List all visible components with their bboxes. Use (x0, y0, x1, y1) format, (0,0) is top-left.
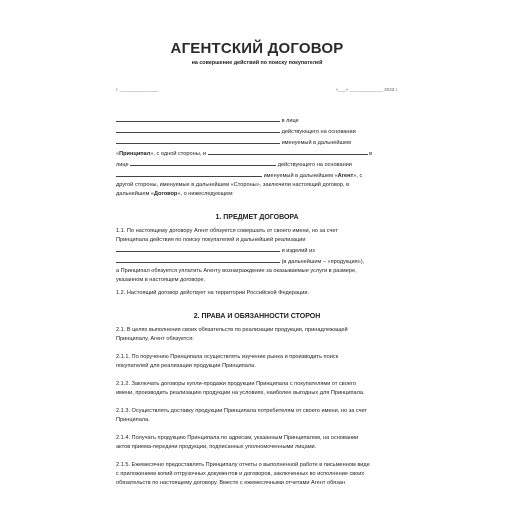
clause-2-1-4 (116, 434, 398, 452)
clause-line: 2.1.3. Осуществлять доставку продукции Принципала потребителям от своего имени, но за счет (116, 408, 367, 414)
blank-field (116, 126, 280, 133)
blank-field (116, 245, 280, 252)
place-date-row (116, 87, 398, 93)
clause-text: (в дальнейшем – «продукция»), (281, 259, 365, 265)
preamble-text: », о нижеследующем: (177, 191, 234, 197)
preamble-text: дальнейшем « (116, 191, 154, 197)
preamble-line (116, 159, 398, 170)
blank-field (116, 137, 280, 144)
preamble-text: », с (353, 173, 363, 179)
section-2-heading: 2. ПРАВА И ОБЯЗАННОСТИ СТОРОН (193, 313, 321, 320)
clause-1-1 (116, 227, 398, 285)
preamble-text: « (116, 151, 120, 157)
clause-2-1-2 (116, 380, 398, 398)
clause-line: 2.1. В целях выполнения своих обязательств по реализации продукции, принадлежащей (116, 327, 348, 333)
section-1-heading: 1. ПРЕДМЕТ ДОГОВОРА (215, 214, 299, 221)
clause-line: актов приема-передачи продукции, подписанных уполномоченными лицами. (116, 444, 317, 450)
preamble-line (116, 190, 398, 199)
document-subtitle: на совершение действий по поиску покупателей (191, 60, 323, 66)
clause-2-1-1 (116, 353, 398, 371)
clause-line: Принципала. (116, 417, 150, 423)
clause-line: Принципала действия по поиску покупателей и дальнейшей реализации (116, 237, 306, 243)
preamble-text: действующего на основании (281, 129, 356, 135)
clause-line (116, 245, 398, 256)
clause-line: с приложением копий отгрузочных документов и договоров, заключенных во исполнение своих (116, 471, 365, 477)
preamble-line (116, 137, 398, 148)
clause-line: имени, производить реализацию продукции на условиях, наиболее выгодных для Принципала. (116, 390, 365, 396)
party-agent: Агент (337, 173, 354, 179)
preamble-line (116, 170, 398, 181)
place-field: г. _______________ (116, 87, 158, 92)
preamble-line (116, 126, 398, 137)
preamble-line (116, 148, 398, 159)
preamble-text: действующего на основании (277, 162, 352, 168)
party-principal: Принципал (119, 151, 151, 157)
clause-line: 2.1.4. Получать продукцию Принципала по адресам, указанным Принципалом, на основании (116, 435, 359, 441)
preamble (116, 115, 398, 199)
contract-term: Договор (154, 191, 178, 197)
clause-line: 2.1.2. Заключать договоры купли-продажи продукции Принципала с покупателями от своего (116, 381, 356, 387)
clause-1-2: 1.2. Настоящий договор действует на территории Российской Федерации. (116, 290, 310, 296)
preamble-text: именуемый в дальнейшем (281, 140, 351, 146)
clause-text: и изделий из (281, 248, 315, 254)
clause-line: 2.1.1. По поручению Принципала осуществлять изучение рынка и производить поиск (116, 354, 339, 360)
blank-field (116, 170, 262, 177)
blank-field (116, 256, 280, 263)
clause-line: 1.1. По настоящему договору Агент обязуется совершать от своего имени, но за счет (116, 228, 338, 234)
clause-2-1-3 (116, 407, 398, 425)
blank-field (116, 115, 280, 122)
preamble-text: », с одной стороны, и (150, 151, 206, 157)
document-title: АГЕНТСКИЙ ДОГОВОР (170, 40, 344, 57)
preamble-line: другой стороны, именуемые в дальнейшем «Стороны», заключили настоящий договор, в (116, 182, 350, 188)
preamble-text: именуемый в дальнейшем « (263, 173, 338, 179)
blank-field (208, 148, 368, 155)
preamble-text: в лице (281, 118, 299, 124)
clause-2-1 (116, 326, 398, 344)
clause-line: покупателей для реализации продукции Принципала. (116, 363, 256, 369)
date-field: «___» _____________ 2023 г. (335, 87, 398, 92)
preamble-text: лице (116, 162, 129, 168)
clause-line: обязательств по настоящему договору. Вместе с ежемесячными отчетами Агент обязан (116, 480, 345, 486)
clause-2-1-5 (116, 461, 398, 488)
preamble-line (116, 115, 398, 126)
preamble-text: в (369, 151, 373, 157)
clause-line: указанном в настоящем договоре. (116, 277, 206, 283)
blank-field (130, 159, 276, 166)
clause-line: Принципалу, Агент обязуется: (116, 336, 194, 342)
clause-line: а Принципал обязуется уплатить Агенту вознаграждение за оказываемые услуги в размере, (116, 268, 357, 274)
clause-line (116, 256, 398, 267)
clause-line: 2.1.5. Ежемесячно предоставлять Принципалу отчеты о выполненной работе в письменном виде (116, 462, 370, 468)
